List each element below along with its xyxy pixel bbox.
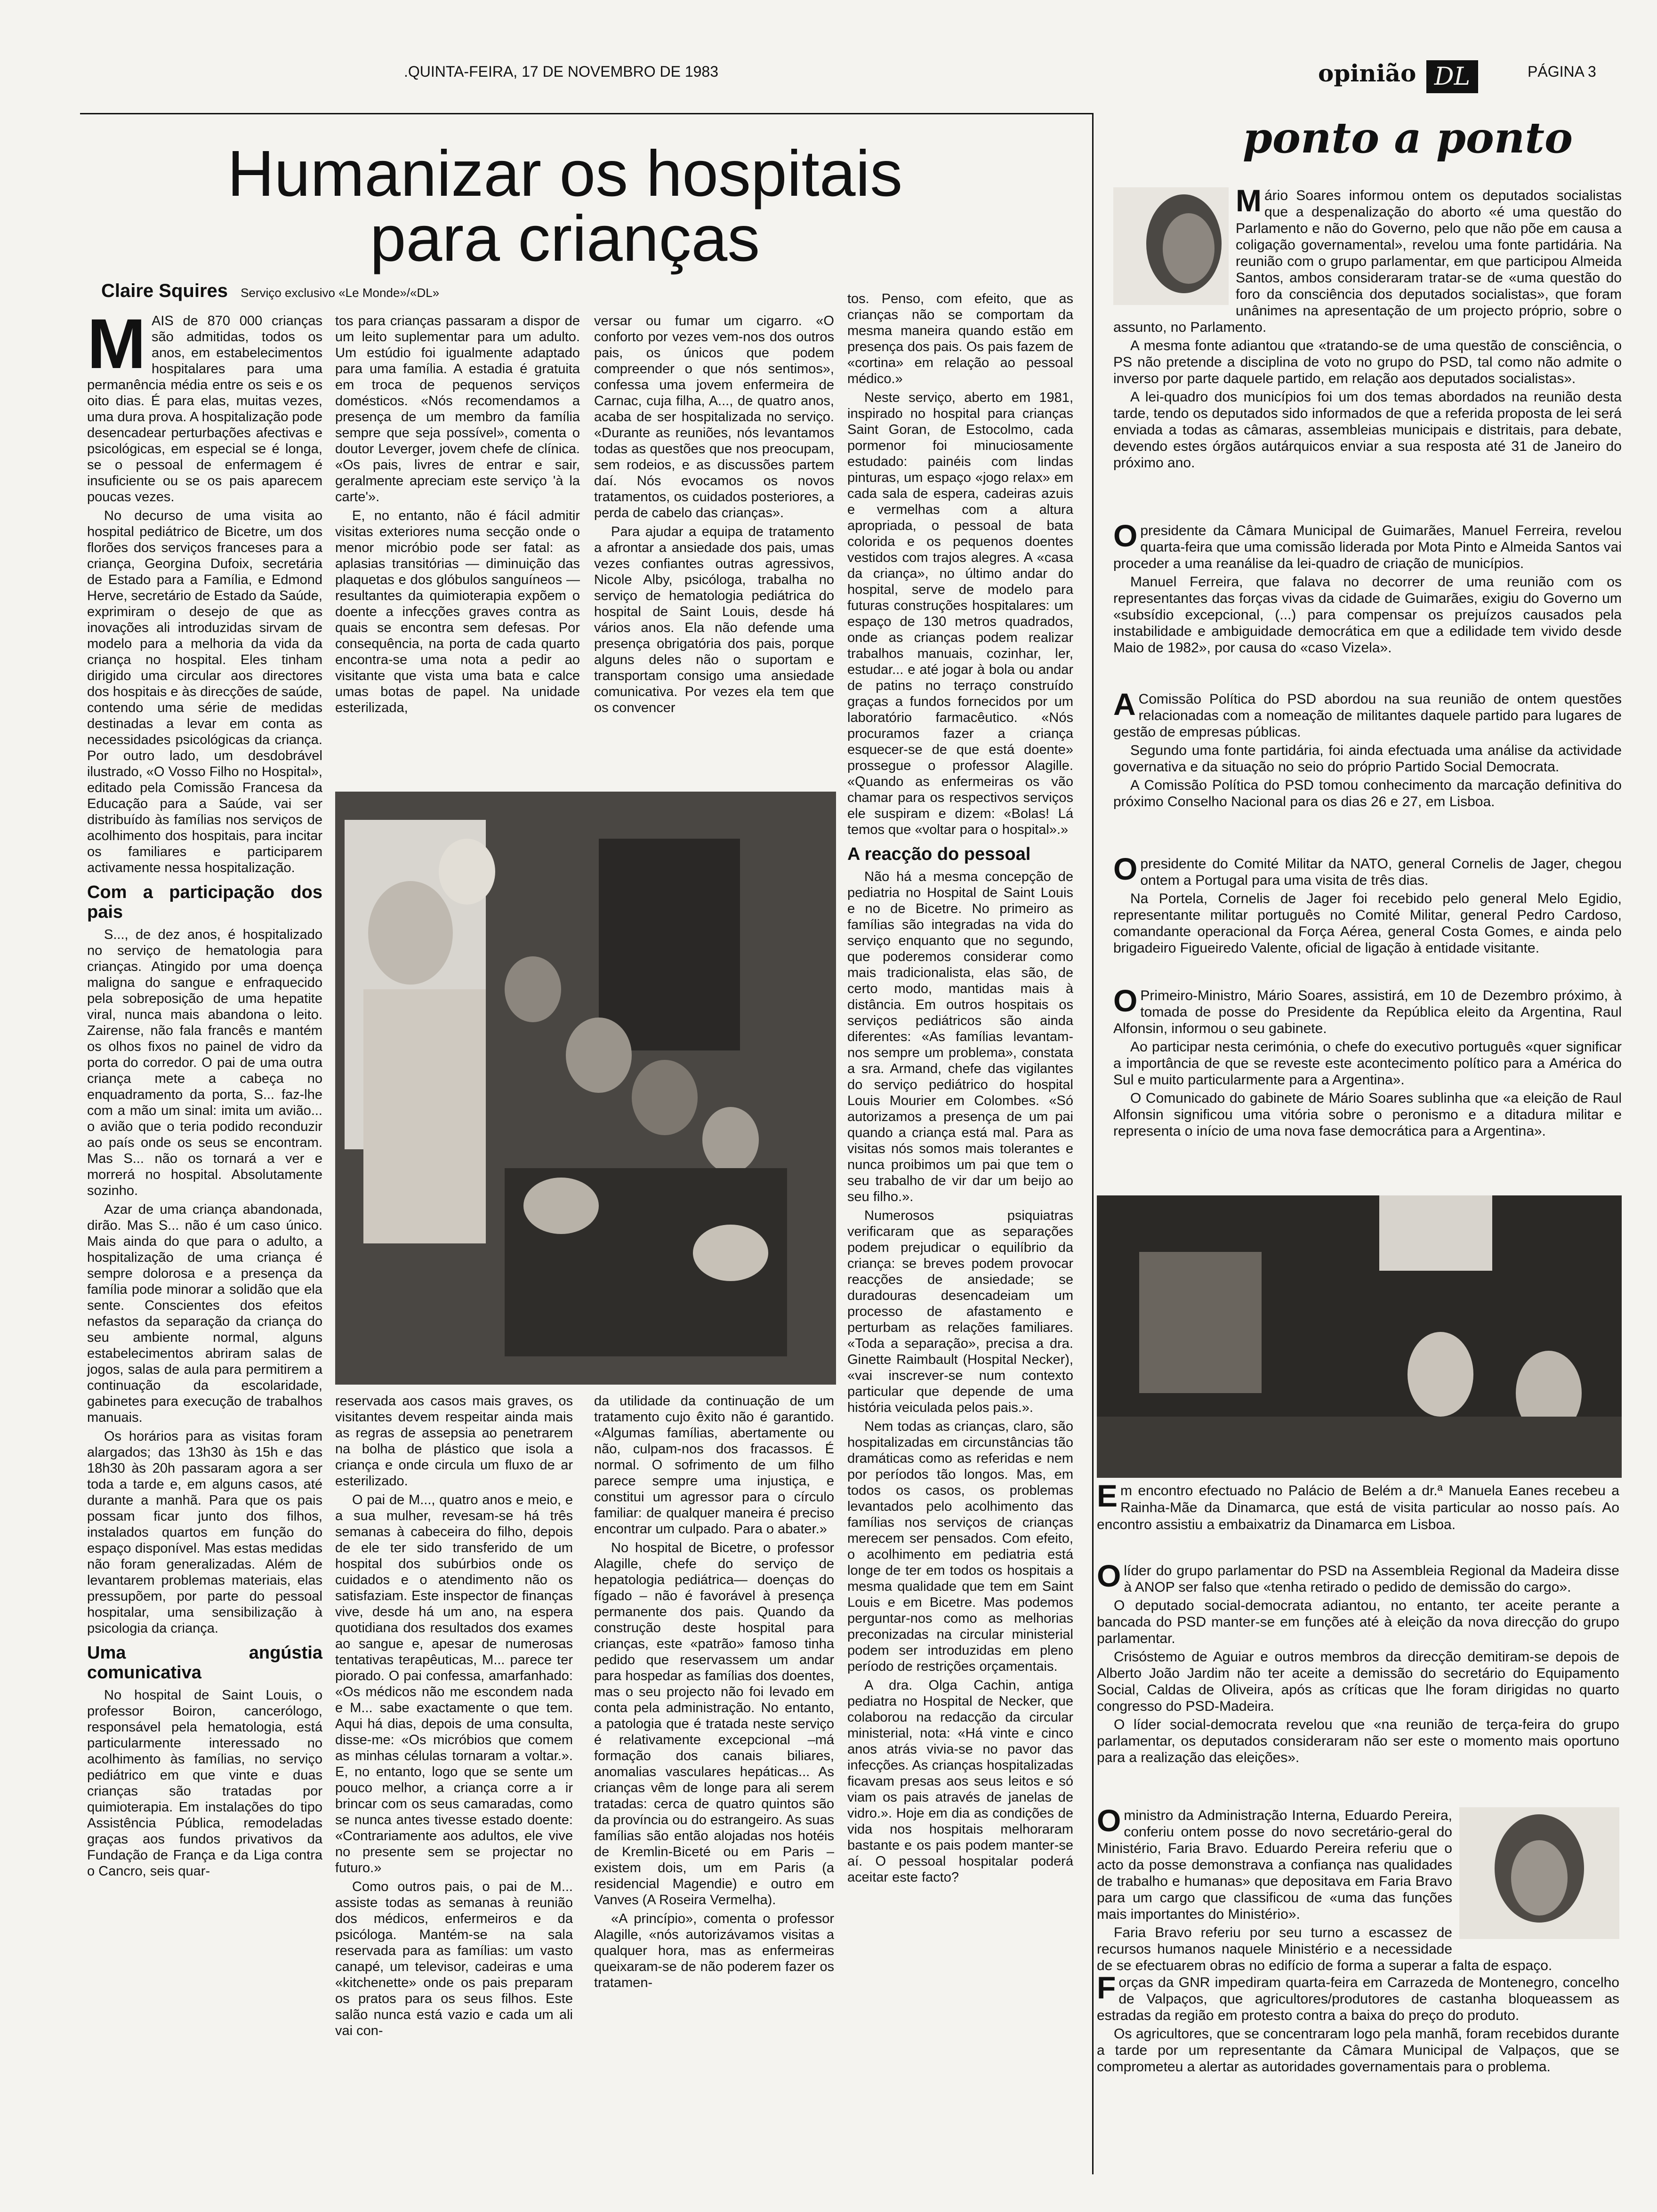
paragraph: Os horários para as visitas foram alargados; das 13h30 às 15h e das 18h30 às 20h passaram agora a ser toda a tarde e, em alguns casos, até durante a manhã. Para que os pais possam ficar junto dos filhos, instalados quartos em função do espaço disponível. Mas estas medidas não foram generalizadas. Além de levantarem problemas materiais, elas pressupõem, por parte do pessoal hospitalar, uma sensibilização à psicologia da criança. [87,1429,322,1636]
author-name: Claire Squires [101,281,228,301]
paragraph: AComissão Política do PSD abordou na sua reunião de ontem questões relacionadas com a nomeação de militantes daquele partido para lugares de gestão de empresas públicas. [1113,687,1622,740]
paragraph: Olíder do grupo parlamentar do PSD na Assembleia Regional da Madeira disse à ANOP ser falso que «tenha retirado o pedido de demissão do cargo». [1097,1558,1619,1595]
paragraph: Não há a mesma concepção de pediatria no Hospital de Saint Louis e no de Bicetre. No primeiro as famílias são integradas na vida do serviço enquanto que no segundo, que poderemos considerar como mais tradicionalista, elas são, de certo modo, mantidas mais à distância. Em outros hospitais os serviços pediátricos são ainda diferentes: «As famílias levantam-nos sempre um problema», constata a sra. Armand, chefe das vigilantes do serviço pediátrico do hospital Louis Mourier em Colombes. «Só autorizamos a presença de um pai quando a criança está mal. Para as visitas nós somos mais tolerantes e nunca proibimos um pai que tem o seu trabalho de vir dar um beijo ao seu filho.». [847,869,1073,1204]
paragraph: A dra. Olga Cachin, antiga pediatra no Hospital de Necker, que colaborou na redacção da circular ministerial, nota: «Há vinte e cinco anos atrás vivia-se no pavor das infecções. As crianças hospitalizadas ficavam presas aos seus leitos e só viam os pais através de janelas de vidro.». Hoje em dia as condições de vida nos hospitais melhoraram bastante e os pais podem manter-se aí. O pessoal hospitalar poderá aceitar este facto? [847,1678,1073,1885]
article-title-line1: Humanizar os hospitais [227,137,903,210]
paragraph: Azar de uma criança abandonada, dirão. Mas S... não é um caso único. Mais ainda do que para o adulto, a hospitalização de uma criança é sempre dolorosa e a presença da família pode minorar a solidão que ela sente. Conscientes dos efeitos nefastos da separação da criança do seu ambiente normal, alguns estabelecimentos abriram salas de jogos, salas de aula para permitirem a continuação da escolaridade, gabinetes para execução de trabalhos manuais. [87,1202,322,1425]
paragraph: Opresidente da Câmara Municipal de Guimarães, Manuel Ferreira, revelou quarta-feira que uma comissão liderada por Mota Pinto e Almeida Santos vai proceder a uma reanálise da lei-quadro de criação de municípios. [1113,518,1622,571]
sidebar-brief-5 [1113,983,1622,1141]
subheading: A reacção do pessoal [847,844,1031,864]
article-source: Serviço exclusivo «Le Monde»/«DL» [241,286,440,300]
paragraph: Crisóstemo de Aguiar e outros membros da direcção demitiram-se depois de Alberto João Jardim não ter aceite a demissão do secretário do Equipamento Social, Caldas de Oliveira, após as críticas que lhe foram dirigidas no quarto congresso do PSD-Madeira. [1097,1649,1619,1714]
page-number: PÁGINA 3 [1528,63,1596,80]
paragraph: O líder social-democrata revelou que «na reunião de terça-feira do grupo parlamentar, os deputados consideraram não ser este o momento mais oportuno para a realização das eleições». [1097,1717,1619,1765]
sidebar-photo-illustration [1097,1195,1622,1478]
paragraph: A lei-quadro dos municípios foi um dos temas abordados na reunião desta tarde, tendo os deputados sido informados de que a referida proposta de lei será enviada a todas as câmaras, assembleias municipais e distritais, para debate, devendo estes órgãos autárquicos enviar a sua resposta até 31 de Janeiro do próximo ano. [1113,389,1622,471]
sidebar-brief-7 [1097,1803,1619,1976]
sidebar-brief-3 [1113,687,1622,812]
article-title-line2: para crianças [370,202,760,275]
photo-caption [1097,1478,1619,1535]
sidebar-brief-1 [1113,183,1622,473]
column-divider [1092,113,1094,2174]
paragraph: Na Portela, Cornelis de Jager foi recebido pelo general Melo Egidio, representante militar português no Comité Militar, general Pedro Cardoso, comandante operacional da Força Aérea, general Costa Gomes, e ainda pelo brigadeiro Figueiredo Valente, oficial de ligação à entidade visitante. [1113,891,1622,956]
paragraph: Os agricultores, que se concentraram logo pela manhã, foram recebidos durante a tarde por um representante da Câmara Municipal de Valpaços, que se comprometeu a alertar as autoridades governamentais para o problema. [1097,2026,1619,2075]
paragraph: AIS de 870 000 crianças são admitidas, todos os anos, em estabelecimentos hospitalares para uma permanência média entre os seis e os oito dias. É para elas, muitas vezes, uma dura prova. A hospitalização pode desencadear perturbações afectivas e psicológicas, em especial se é longa, se o pessoal de enfermagem é insuficiente ou se os pais aparecem poucas vezes. [87,313,322,505]
sidebar-brief-8 [1097,1970,1619,2077]
byline [101,281,439,302]
sidebar-brief-4 [1113,851,1622,958]
article-column-3-continued [594,1393,834,1994]
article-photo [335,792,836,1385]
paragraph: A Comissão Política do PSD tomou conhecimento da marcação definitiva do próximo Conselho Nacional para os dias 26 e 27, em Lisboa. [1113,777,1622,809]
section-name: opinião [1318,59,1416,87]
article-title [118,137,1012,275]
paragraph: O pai de M..., quatro anos e meio, e a sua mulher, revesam-se há três semanas à cabeceira do filho, depois de ele ter sido transferido de um hospital dos subúrbios onde os cuidados e o atendimento não os satisfaziam. Este inspector de finanças vive, desde há um ano, na espera quotidiana dos resultados dos exames ao sangue e, apesar de numerosas tentativas terapêuticas, M... parece ter piorado. O pai confessa, amarfanhado: «Os médicos não me escondem nada e M... sabe exactamente o que tem. Aqui há dias, depois de uma consulta, disse-me: «Os micróbios que comem as minhas células tornaram a voltar.». E, no entanto, logo que se sente um pouco melhor, a criança corre a ir brincar com os seus camaradas, como se nunca antes tivesse estado doente: «Contrariamente aos adultos, ele vive no presente sem se projectar no futuro.» [335,1492,573,1875]
paragraph: Ao participar nesta cerimónia, o chefe do executivo português «quer significar a importância de que se reveste este acontecimento político para a América do Sul e muito particularmente para a Argentina». [1113,1039,1622,1088]
paragraph: tos para crianças passaram a dispor de um leito suplementar para um adulto. Um estúdio foi igualmente adaptado para uma família. A estadia é gratuita em troca de pequenos serviços domésticos. «Nós recomendamos a presença de um membro da família sempre que seja possível», comenta o doutor Leverger, jovem chefe de clínica. «Os pais, livres de entrar e sair, geralmente apreciam este serviço 'à la carte'». [335,313,580,505]
caption-text: Em encontro efectuado no Palácio de Belém a dr.ª Manuela Eanes recebeu a Rainha-Mãe da Dinamarca, que está de visita particular ao nosso país. Ao encontro assistiu a embaixatriz da Dinamarca em Lisboa. [1097,1478,1619,1532]
article-column-2-continued [335,1393,573,2042]
paragraph: Oministro da Administração Interna, Eduardo Pereira, conferiu ontem posse do novo secretário-geral do Ministério, Faria Bravo. Eduardo Pereira referiu que o acto da posse demonstrava a confiança nas qualidades de trabalho e humanas» que depositava em Faria Bravo para um cargo que classificou de «uma das funções mais importantes do Ministério». [1097,1803,1452,1922]
paragraph: Mário Soares informou ontem os deputados socialistas que a despenalização do aborto «é uma questão do Parlamento e não do Governo, pelo que não põe em causa a coligação governamental», revelou uma fonte partidária. Na reunião com o grupo parlamentar, em que participou Almeida Santos, ambos consideraram tratar-se de «uma questão do foro da consciência dos deputados socialistas», que foram unânimes na apresentação de um projecto próprio, sobre o assunto, no Parlamento. [1113,183,1622,335]
subheading: Uma angústia comunicativa [87,1643,322,1683]
paragraph: S..., de dez anos, é hospitalizado no serviço de hematologia para crianças. Atingido por uma doença maligna do sangue e enfraquecido pela sobreposição de uma hepatite viral, nunca mais abandona o leito. Zairense, não fala francês e mantém os olhos fixos no painel de vidro da porta do corredor. O pai de uma outra criança mete a cabeça no enquadramento da porta, S... faz-lhe com a mão um sinal: imita um avião... o avião que o teria podido reconduzir ao país onde os seus se encontram. Mas S... não os tornará a ver e morrerá no hospital. Absolutamente sozinho. [87,927,322,1198]
paragraph: OPrimeiro-Ministro, Mário Soares, assistirá, em 10 de Dezembro próximo, à tomada de posse do Presidente da República eleito da Argentina, Raul Alfonsin, informou o seu gabinete. [1113,983,1622,1036]
paragraph: E, no entanto, não é fácil admitir visitas exteriores numa secção onde o menor micróbio pode ser fatal: as aplasias transitórias — diminuição das plaquetas e dos glóbulos sanguíneos — resultantes da quimioterapia expõem o doente a infecções graves contra as quais se encontra sem defesas. Por consequência, na porta de cada quarto encontra-se uma nota a pedir ao visitante que vista uma bata e calce umas botas de papel. Na unidade esterilizada, [335,508,580,715]
paragraph: da utilidade da continuação de um tratamento cujo êxito não é garantido. «Algumas famílias, abertamente ou não, culpam-nos dos fracassos. É normal. O sofrimento de um filho parece sempre uma injustiça, e constitui um agressor para o círculo familiar: de qualquer maneira é preciso encontrar um culpado. Para o abater.» [594,1394,834,1537]
paragraph: No hospital de Saint Louis, o professor Boiron, cancerólogo, responsável pela hematologia, está particularmente interessado no acolhimento às famílias, no serviço pediátrico em que vinte e duas crianças são tratadas por quimioterapia. Em instalações do tipo Assistência Pública, remodeladas graças aos fundos privativos da Fundação de França e da Liga contra o Cancro, seis quar- [87,1688,322,1879]
subheading: Com a participação dos pais [87,882,322,922]
paragraph: tos. Penso, com efeito, que as crianças não se comportam da mesma maneira quando estão em presença dos pais. Os pais fazem de «cortina» em relação ao pessoal médico.» [847,291,1073,386]
sidebar-title: ponto a ponto [1243,113,1573,163]
paragraph: Forças da GNR impediram quarta-feira em Carrazeda de Montenegro, concelho de Valpaços, que agricultores/produtores de castanha bloqueassem as estradas da região em protesto contra a baixa do preço do produto. [1097,1970,1619,2023]
paragraph: versar ou fumar um cigarro. «O conforto por vezes vem-nos dos outros pais, os únicos que podem compreender o que nós sentimos», confessa uma jovem enfermeira de Carnac, cuja filha, A..., de quatro anos, acaba de ser hospitalizada no serviço. «Durante as reuniões, nós levantamos todas as questões que nos preocupam, sem rodeios, e as discussões partem daí. Nós evocamos os novos tratamentos, os cuidados posteriores, a perda de cabelo das crianças». [594,313,834,521]
paragraph: «A princípio», comenta o professor Alagille, «nós autorizávamos visitas a qualquer hora, mas as enfermeiras queixaram-se de não poderem fazer os tratamen- [594,1911,834,1990]
article-column-4 [847,291,1073,1888]
sidebar-brief-2 [1113,518,1622,658]
article-column-2 [335,313,580,719]
photo-illustration [335,792,836,1385]
dl-logo-icon: DL [1426,60,1478,93]
sidebar-photo [1097,1195,1622,1478]
top-rule [80,113,1092,114]
paragraph: reservada aos casos mais graves, os visitantes devem respeitar ainda mais as regras de assepsia ao penetrarem na bolha de plástico que isola a criança e onde circula um fluxo de ar esterilizado. [335,1394,573,1489]
paragraph: No decurso de uma visita ao hospital pediátrico de Bicetre, um dos florões dos serviços franceses para a criança, Georgina Dufoix, secretária de Estado para a Família, e Edmond Herve, secretário de Estado da Saúde, exprimiram o desejo de que as inovações ali introduzidas sirvam de modelo para a melhoria da vida da criança no hospital. Eles tinham dirigido uma circular aos directores dos hospitais e às direcções de saúde, contendo uma série de medidas destinadas a levar em conta as necessidades psicológicas da criança. Por outro lado, um desdobrável ilustrado, «O Vosso Filho no Hospital», editado pela Comissão Francesa da Educação para a Saúde, vai ser distribuído às famílias nos serviços de acolhimento dos hospitais, para incitar os familiares e participarem activamente nessa hospitalização. [87,508,322,875]
paragraph: O deputado social-democrata adiantou, no entanto, ter aceite perante a bancada do PSD manter-se em funções até à eleição da nova direcção do grupo parlamentar. [1097,1598,1619,1646]
paragraph: O Comunicado do gabinete de Mário Soares sublinha que «a eleição de Raul Alfonsin significou uma vitória sobre o peronismo e a ditadura militar e representa o início de uma nova fase democrática para a Argentina». [1113,1090,1622,1139]
page-date: .QUINTA-FEIRA, 17 DE NOVEMBRO DE 1983 [404,63,719,80]
paragraph: A mesma fonte adiantou que «tratando-se de uma questão de consciência, o PS não pretende a disciplina de voto no grupo do PSD, tal como não admite o inverso por parte daquele partido, em relação aos deputados socialistas». [1113,338,1622,386]
article-column-3 [594,313,834,719]
paragraph: Nem todas as crianças, claro, são hospitalizadas em circunstâncias tão dramáticas como as referidas e nem por períodos tão longos. Mas, em todos os casos, os problemas levantados pelo acolhimento das famílias nos serviços de crianças merecem ser pensados. Com efeito, o acolhimento em pediatria está longe de ter em todos os hospitais a mesma qualidade que tem em Saint Louis e em Bicetre. Mas podemos perguntar-nos como as melhorias preconizadas na circular ministerial podem ser introduzidas em pleno período de restrições orçamentais. [847,1419,1073,1674]
drop-cap: M [87,304,146,383]
article-column-1 [87,304,322,1882]
paragraph: Opresidente do Comité Militar da NATO, general Cornelis de Jager, chegou ontem a Portugal para uma visita de três dias. [1113,851,1622,888]
paragraph: Segundo uma fonte partidária, foi ainda efectuada uma análise da actividade governativa e da situação no seio do próprio Partido Social Democrata. [1113,743,1622,775]
paragraph: Faria Bravo referiu por seu turno a escassez de recursos humanos naquele Ministério e a necessidade de se efectuarem obras no edifício de forma a superar a falta de espaço. [1097,1925,1552,1973]
paragraph: No hospital de Bicetre, o professor Alagille, chefe do serviço de hepatologia pediátrica— doenças do fígado – não é favorável à presença permanente dos pais. Quando da construção deste hospital para crianças, este «patrão» famoso tinha pedido que reservassem um andar para hospedar as famílias dos doentes, mas o seu projecto não foi levado em conta pela administração. No entanto, a patologia que é tratada neste serviço é relativamente excepcional –má formação dos canais biliares, anomalias vasculares hepáticas... As crianças vêm de longe para ali serem tratadas: cerca de quatro quintos são da província ou do estrangeiro. As suas famílias são então alojadas nos hotéis de Kremlin-Biceté ou em Paris – existem dois, um em Paris (a residencial Magendie) e outro em Vanves (A Roseira Vermelha). [594,1540,834,1907]
paragraph: Como outros pais, o pai de M... assiste todas as semanas à reunião dos médicos, enfermeiros e da psicóloga. Mantém-se na sala reservada para as famílias: um vasto canapé, um televisor, cadeiras e uma «kitchenette» onde os pais preparam os pratos para os seus filhos. Este salão nunca está vazio e cada um ali vai con- [335,1879,573,2038]
paragraph: Numerosos psiquiatras verificaram que as separações podem prejudicar o equilíbrio da criança: se breves podem provocar reacções de ansiedade; se duradouras desencadeiam um processo de afastamento e perturbam as relações familiares. «Toda a separação», precisa a dra. Ginette Raimbault (Hospital Necker), «vai inscrever-se num contexto particular que depende de uma história veiculada pelos pais.». [847,1208,1073,1415]
paragraph: Neste serviço, aberto em 1981, inspirado no hospital para crianças Saint Goran, de Estocolmo, cada pormenor foi minuciosamente estudado: painéis com lindas pinturas, um espaço «jogo relax» em cada sala de espera, cadeiras azuis e vermelhas com a altura apropriada, o pessoal de bata colorida e os pequenos doentes vestidos com trajos alegres. A «casa da criança», no último andar do hospital, serve de modelo para futuras construções hospitalares: um espaço de 130 metros quadrados, onde as crianças podem realizar trabalhos manuais, cozinhar, ler, estudar... e até jogar à bola ou andar de patins no terraço construído graças a fundos fornecidos por um laboratório farmacêutico. «Nós procuramos fazer a criança esquecer-se de que está doente» prossegue o professor Alagille. «Quando as enfermeiras os vão chamar para os respectivos serviços ele suspiram e dizem: «Bolas! Lá temos que «voltar para o hospital».» [847,390,1073,837]
sidebar-brief-6 [1097,1558,1619,1768]
paragraph: Manuel Ferreira, que falava no decorrer de uma reunião com os representantes das forças vivas da cidade de Guimarães, exigiu do Governo um «subsídio excepcional, (...) para compensar os prejuízos causados pela instabilidade e ambiguidade democrática em que a edilidade tem vivido desde Maio de 1982», por causa do «caso Vizela». [1113,574,1622,656]
paragraph: Para ajudar a equipa de tratamento a afrontar a ansiedade dos pais, umas vezes confiantes outras agressivos, Nicole Alby, psicóloga, trabalha no serviço de hematologia pediátrica do hospital de Saint Louis, desde há vários anos. Ela não defende uma presença obrigatória dos pais, porque alguns deles não o suportam e transportam consigo uma ansiedade comunicativa. Por vezes ela tem que os convencer [594,524,834,715]
